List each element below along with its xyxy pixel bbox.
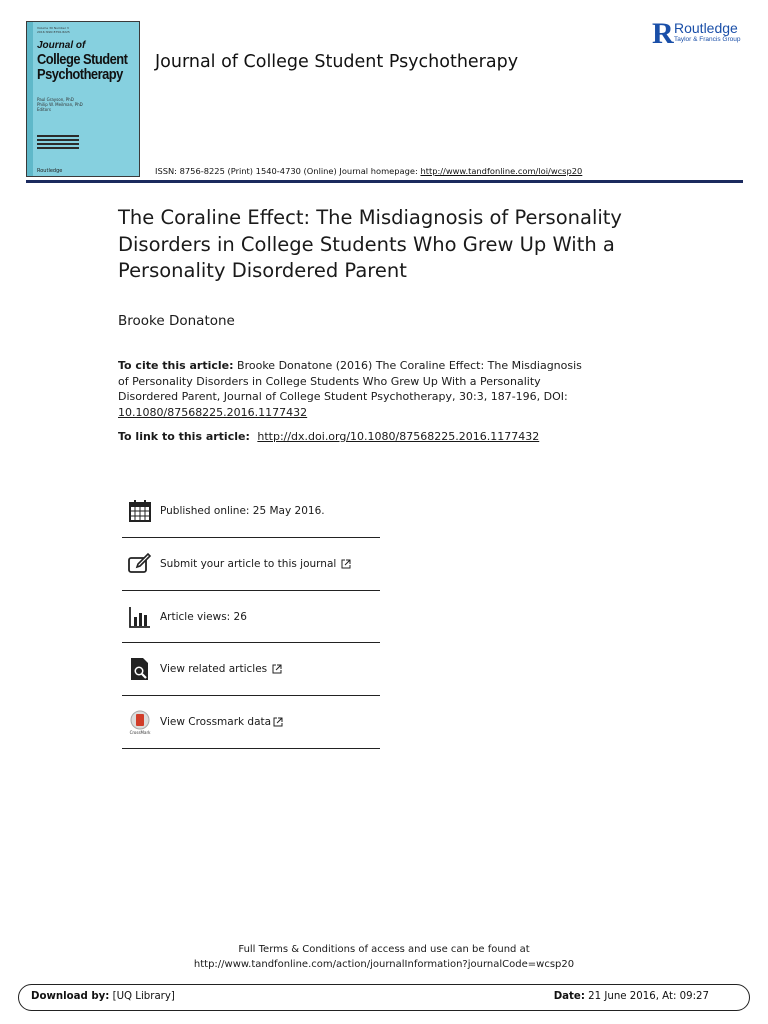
published-online-label: Published online: 25 May 2016.	[160, 505, 325, 517]
journal-cover-image	[26, 21, 140, 177]
crossmark-icon	[127, 709, 153, 735]
download-date-label: Date:	[553, 991, 585, 1002]
cite-doi-link[interactable]: 10.1080/87568225.2016.1177432	[118, 405, 308, 419]
cover-volume-text: Volume 30 Number 3 2016 ISSN 8756-8225	[37, 26, 70, 34]
terms-notice	[0, 942, 768, 972]
download-date-value: 21 June 2016, At: 09:27	[588, 991, 709, 1002]
header-divider	[26, 180, 743, 183]
external-link-icon	[272, 664, 282, 674]
document-search-icon	[127, 656, 153, 682]
citation-block	[118, 358, 590, 420]
cover-title-line: Journal of	[37, 40, 86, 51]
crossmark-row[interactable]	[122, 696, 380, 749]
cover-main-title	[37, 52, 140, 82]
terms-line-1: Full Terms & Conditions of access and use can be found at	[238, 944, 530, 955]
routledge-r-icon: R	[652, 17, 674, 50]
crossmark-label[interactable]: View Crossmark data	[160, 715, 272, 728]
submit-article-label[interactable]: Submit your article to this journal	[160, 557, 337, 570]
external-link-icon	[341, 559, 351, 569]
cover-text-bars	[37, 135, 79, 151]
bar-chart-icon	[127, 604, 153, 630]
download-by-value: [UQ Library]	[112, 991, 175, 1002]
cover-editor-3: Editors	[37, 107, 51, 112]
cite-label: To cite this article:	[118, 359, 234, 372]
cover-editor-2: Philip W. Meilman, PhD	[37, 102, 83, 107]
article-doi-link[interactable]: http://dx.doi.org/10.1080/87568225.2016.1177432	[257, 430, 540, 443]
download-by	[31, 991, 175, 1002]
issn-text: ISSN: 8756-8225 (Print) 1540-4730 (Online) Journal homepage:	[155, 166, 418, 176]
issn-line	[155, 166, 582, 176]
download-date	[554, 991, 709, 1002]
article-views-row	[122, 591, 380, 644]
external-link-icon	[273, 717, 283, 727]
cover-publisher-logo: Routledge	[37, 168, 63, 174]
article-views-label: Article views: 26	[160, 610, 247, 623]
article-title: The Coraline Effect: The Misdiagnosis of Personality Disorders in College Students Who Grew Up With a Personality Disordered Parent	[118, 206, 622, 282]
cover-main-title-1: College Student	[37, 51, 128, 68]
publisher-logo[interactable]	[652, 17, 741, 50]
related-articles-row[interactable]	[122, 643, 380, 696]
publisher-group: Taylor & Francis Group	[674, 36, 741, 43]
journal-title: Journal of College Student Psychotherapy	[155, 52, 519, 72]
published-online-row	[122, 485, 380, 538]
edit-icon	[127, 551, 153, 577]
terms-url[interactable]: http://www.tandfonline.com/action/journalInformation?journalCode=wcsp20	[193, 959, 575, 970]
article-author: Brooke Donatone	[118, 313, 235, 329]
cover-main-title-2: Psychotherapy	[37, 66, 123, 83]
download-info-bar	[18, 984, 750, 1011]
link-label: To link to this article:	[118, 430, 250, 443]
download-by-label: Download by:	[31, 991, 110, 1002]
publisher-name: Routledge	[674, 20, 738, 36]
cover-editor-1: Paul Grayson, PhD	[37, 97, 74, 102]
crossmark-icon-label: CrossMark	[129, 729, 151, 735]
article-link-line	[118, 430, 539, 443]
cover-editors	[37, 97, 83, 112]
article-metrics-list	[122, 485, 380, 749]
cite-text: Brooke Donatone (2016) The Coraline Effect: The Misdiagnosis of Personality Disorders in College Students Who Grew Up With a Personality Disordered Parent, Journal of College Student Psychotherapy, 30:3, 187-196, DOI:	[118, 359, 582, 404]
cover-spine	[27, 22, 33, 177]
related-articles-label[interactable]: View related articles	[160, 663, 268, 676]
submit-article-row[interactable]	[122, 538, 380, 591]
journal-homepage-link[interactable]: http://www.tandfonline.com/loi/wcsp20	[420, 166, 583, 176]
calendar-icon	[127, 498, 153, 524]
